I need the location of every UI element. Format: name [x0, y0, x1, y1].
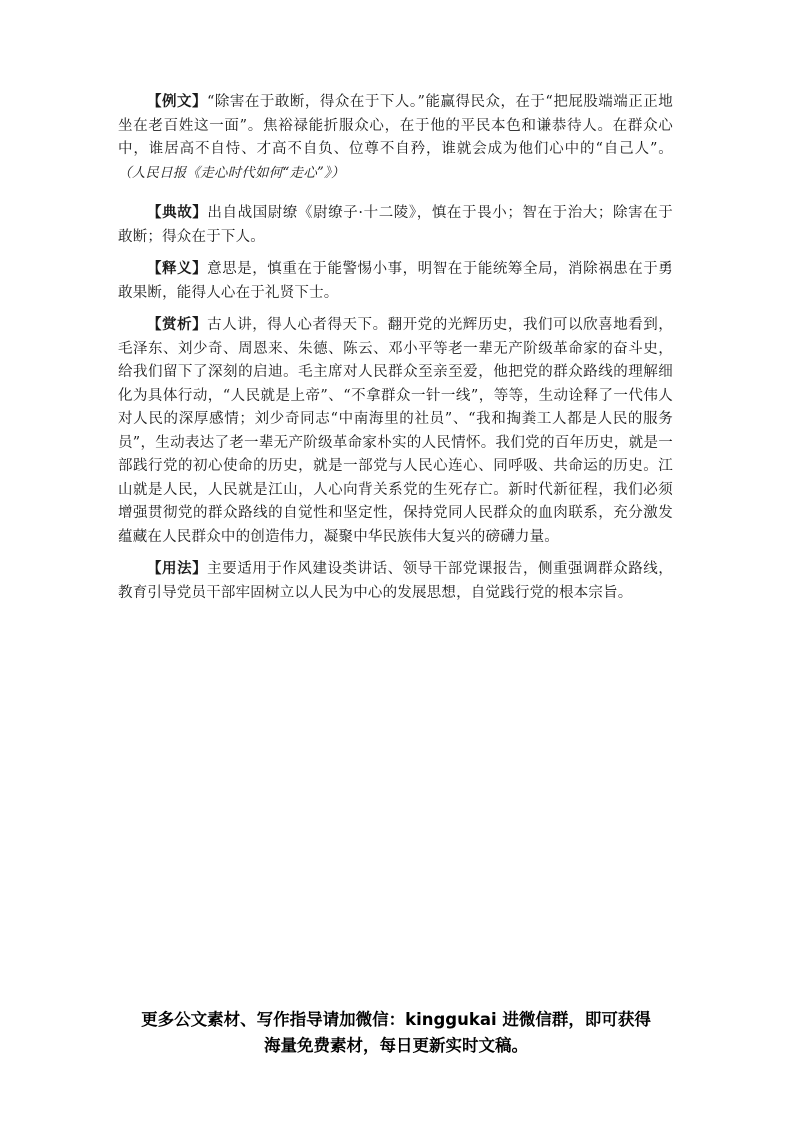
paragraph-shiyi [118, 257, 673, 305]
label-diangu: 【典故】 [147, 204, 208, 221]
paragraph-liwen [118, 90, 673, 185]
paragraph-yongfa [118, 557, 673, 605]
source-citation: （人民日报《走心时代如何“走心”》） [118, 164, 345, 181]
text-liwen: “除害在于敢断，得众在于下人。”能赢得民众，在于“把屁股端端正正地坐在老百姓这一面”。焦裕禄能折服众心，在于他的平民本色和谦恭待人。在群众心中，谁居高不自恃、才高不自负、位尊不自矜，谁就会成为他们心中的“自己人”。 [118, 94, 673, 157]
text-diangu: 出自战国尉缭《尉缭子·十二陵》，慎在于畏小；智在于治大；除害在于敢断；得众在于下人。 [118, 205, 673, 245]
text-shangxi: 古人讲，得人心者得天下。翻开党的光辉历史，我们可以欣喜地看到，毛泽东、刘少奇、周恩来、朱德、陈云、邓小平等老一辈无产阶级革命家的奋斗史，给我们留下了深刻的启迪。毛主席对人民群众至亲至爱，他把党的群众路线的理解细化为具体行动，“人民就是上帝”、“不拿群众一针一线”，等等，生动诠释了一代伟人对人民的深厚感情；刘少奇同志“中南海里的社员”、“我和掏粪工人都是人民的服务员”，生动表达了老一辈无产阶级革命家朴实的人民情怀。我们党的百年历史，就是一部践行党的初心使命的历史，就是一部党与人民心连心、同呼吸、共命运的历史。江山就是人民，人民就是江山，人心向背关系党的生死存亡。新时代新征程，我们必须增强贯彻党的群众路线的自觉性和坚定性，保持党同人民群众的血肉联系，充分激发蕴藏在人民群众中的创造伟力，凝聚中华民族伟大复兴的磅礴力量。 [118, 317, 673, 545]
label-yongfa: 【用法】 [147, 560, 208, 577]
footer-promo [96, 1007, 696, 1059]
paragraph-shangxi [118, 313, 673, 549]
text-shiyi: 意思是，慎重在于能警惕小事，明智在于能统筹全局，消除祸患在于勇敢果断，能得人心在于礼贤下士。 [118, 261, 673, 301]
label-liwen: 【例文】 [147, 93, 207, 110]
paragraph-diangu [118, 201, 673, 249]
label-shangxi: 【赏析】 [147, 316, 208, 333]
label-shiyi: 【释义】 [147, 260, 208, 277]
text-yongfa: 主要适用于作风建设类讲话、领导干部党课报告，侧重强调群众路线，教育引导党员干部牢固树立以人民为中心的发展思想，自觉践行党的根本宗旨。 [118, 561, 673, 601]
document-body [118, 90, 673, 605]
footer-line-1: 更多公文素材、写作指导请加微信：kinggukai 进微信群，即可获得 [141, 1010, 651, 1029]
footer-line-2: 海量免费素材，每日更新实时文稿。 [264, 1036, 528, 1055]
